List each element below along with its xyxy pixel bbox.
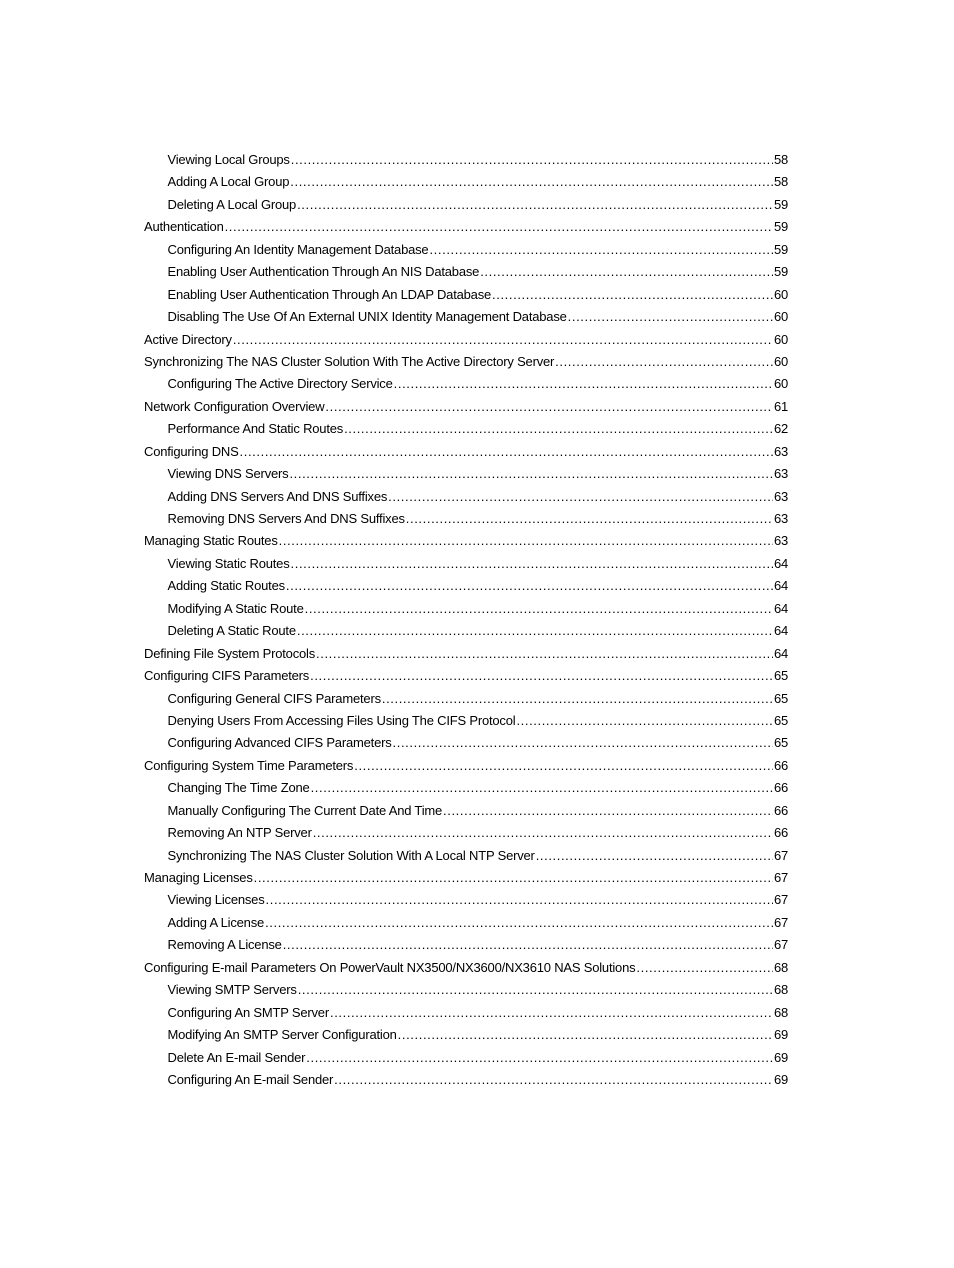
toc-dot-leader: [568, 306, 773, 328]
toc-entry-title: Adding A License: [167, 914, 265, 930]
toc-entry-title: Configuring An Identity Management Database: [167, 241, 429, 257]
toc-entry-title: Deleting A Static Route: [167, 623, 296, 639]
toc-entry[interactable]: [144, 755, 788, 777]
toc-entry-page-number: 65: [773, 735, 788, 751]
toc-entry[interactable]: [144, 261, 788, 283]
toc-entry-page-number: 59: [773, 241, 788, 257]
toc-entry[interactable]: [144, 373, 788, 395]
toc-entry-page-number: 60: [773, 309, 788, 325]
toc-entry[interactable]: [144, 957, 788, 979]
toc-entry-page-number: 65: [773, 668, 788, 684]
toc-entry-page-number: 66: [773, 757, 788, 773]
toc-entry-title: Adding Static Routes: [167, 578, 285, 594]
toc-entry-title: Configuring General CIFS Parameters: [167, 690, 381, 706]
toc-entry[interactable]: [144, 351, 788, 373]
toc-entry-page-number: 68: [773, 982, 788, 998]
toc-dot-leader: [555, 351, 773, 373]
toc-entry[interactable]: [144, 418, 788, 440]
toc-entry-page-number: 60: [773, 331, 788, 347]
toc-entry-title: Removing DNS Servers And DNS Suffixes: [167, 511, 405, 526]
toc-dot-leader: [298, 979, 773, 1001]
toc-entry[interactable]: [144, 598, 788, 620]
toc-entry[interactable]: [144, 1047, 788, 1069]
toc-entry[interactable]: [144, 553, 788, 575]
toc-dot-leader: [480, 261, 773, 283]
toc-dot-leader: [393, 732, 773, 754]
toc-entry-page-number: 64: [773, 555, 788, 571]
toc-dot-leader: [330, 1002, 773, 1024]
toc-entry-page-number: 67: [773, 870, 788, 885]
toc-dot-leader: [516, 710, 772, 732]
toc-entry[interactable]: [144, 732, 788, 754]
toc-entry-page-number: 60: [773, 353, 788, 369]
toc-entry[interactable]: [144, 912, 788, 934]
toc-entry-title: Deleting A Local Group: [167, 196, 297, 212]
toc-entry-page-number: 63: [773, 466, 788, 482]
toc-entry-page-number: 61: [773, 398, 788, 414]
toc-entry-title: Delete An E-mail Sender: [167, 1049, 306, 1065]
toc-dot-leader: [536, 845, 773, 867]
toc-entry-title: Viewing Static Routes: [167, 555, 290, 571]
toc-entry[interactable]: [144, 934, 788, 956]
toc-entry-title: Configuring DNS: [144, 443, 239, 459]
toc-entry-title: Configuring System Time Parameters: [144, 757, 354, 773]
toc-entry-title: Manually Configuring The Current Date And Time: [167, 802, 443, 818]
toc-entry[interactable]: [144, 1002, 788, 1024]
toc-entry-page-number: 67: [773, 892, 788, 908]
toc-dot-leader: [325, 396, 773, 418]
toc-entry[interactable]: [144, 822, 788, 844]
toc-entry[interactable]: [144, 777, 788, 799]
toc-dot-leader: [354, 755, 773, 777]
toc-dot-leader: [286, 575, 773, 597]
toc-dot-leader: [297, 194, 773, 216]
toc-dot-leader: [283, 934, 773, 956]
toc-dot-leader: [334, 1069, 773, 1091]
toc-entry-page-number: 58: [773, 152, 788, 167]
toc-entry-title: Configuring The Active Directory Service: [167, 376, 393, 392]
toc-entry-page-number: 64: [773, 600, 788, 616]
toc-dot-leader: [233, 329, 773, 351]
toc-dot-leader: [310, 665, 773, 687]
toc-entry-page-number: 67: [773, 937, 788, 953]
toc-dot-leader: [291, 553, 773, 575]
toc-entry[interactable]: [144, 396, 788, 418]
toc-entry[interactable]: [144, 216, 788, 238]
toc-dot-leader: [291, 149, 773, 171]
toc-entry[interactable]: [144, 867, 788, 889]
toc-entry-title: Active Directory: [144, 331, 232, 347]
toc-entry-page-number: 66: [773, 802, 788, 818]
toc-entry[interactable]: [144, 486, 788, 508]
toc-dot-leader: [313, 822, 773, 844]
toc-entry-title: Configuring E-mail Parameters On PowerVault NX3500/NX3600/NX3610 NAS Solutions: [144, 959, 636, 975]
toc-entry-page-number: 66: [773, 825, 788, 841]
toc-entry-page-number: 68: [773, 959, 788, 975]
toc-entry[interactable]: [144, 306, 788, 328]
toc-entry-title: Configuring An E-mail Sender: [167, 1071, 334, 1087]
toc-entry-title: Configuring CIFS Parameters: [144, 668, 310, 684]
toc-entry-page-number: 68: [773, 1004, 788, 1020]
toc-dot-leader: [344, 418, 773, 440]
toc-entry[interactable]: [144, 800, 788, 822]
toc-entry[interactable]: [144, 171, 788, 193]
toc-entry-page-number: 58: [773, 174, 788, 190]
toc-entry-page-number: 62: [773, 421, 788, 437]
toc-entry[interactable]: [144, 1024, 788, 1046]
toc-entry-page-number: 59: [773, 264, 788, 280]
toc-entry[interactable]: [144, 1069, 788, 1091]
toc-entry-title: Performance And Static Routes: [167, 421, 344, 437]
toc-entry-page-number: 65: [773, 712, 788, 728]
toc-entry[interactable]: [144, 329, 788, 351]
toc-dot-leader: [266, 889, 773, 911]
toc-entry-title: Changing The Time Zone: [167, 780, 310, 796]
toc-entry-title: Managing Static Routes: [144, 533, 278, 549]
toc-entry[interactable]: [144, 194, 788, 216]
toc-dot-leader: [316, 643, 773, 665]
toc-entry-page-number: 64: [773, 623, 788, 639]
toc-entry[interactable]: [144, 889, 788, 911]
toc-entry[interactable]: [144, 710, 788, 732]
toc-entry[interactable]: [144, 643, 788, 665]
toc-entry-title: Viewing Licenses: [167, 892, 265, 908]
toc-dot-leader: [306, 1047, 773, 1069]
toc-dot-leader: [225, 216, 773, 238]
toc-dot-leader: [406, 508, 773, 530]
toc-dot-leader: [429, 239, 772, 261]
toc-entry-page-number: 67: [773, 847, 788, 863]
toc-dot-leader: [265, 912, 773, 934]
toc-dot-leader: [289, 463, 772, 485]
toc-dot-leader: [388, 486, 773, 508]
toc-entry-title: Viewing SMTP Servers: [167, 982, 297, 998]
toc-entry-title: Authentication: [144, 219, 224, 235]
toc-entry[interactable]: [144, 575, 788, 597]
toc-entry-page-number: 59: [773, 219, 788, 235]
toc-dot-leader: [297, 620, 773, 642]
toc-dot-leader: [311, 777, 773, 799]
toc-dot-leader: [443, 800, 773, 822]
toc-entry-title: Removing An NTP Server: [167, 825, 312, 841]
toc-entry-title: Managing Licenses: [144, 870, 253, 885]
toc-dot-leader: [290, 171, 773, 193]
toc-entry[interactable]: [144, 620, 788, 642]
toc-entry[interactable]: [144, 665, 788, 687]
toc-entry-page-number: 63: [773, 443, 788, 459]
toc-entry-page-number: 60: [773, 376, 788, 392]
toc-entry-title: Viewing Local Groups: [167, 152, 290, 167]
toc-dot-leader: [398, 1024, 773, 1046]
toc-entry-title: Viewing DNS Servers: [167, 466, 289, 482]
toc-entry-title: Disabling The Use Of An External UNIX Identity Management Database: [167, 309, 567, 325]
toc-entry-title: Adding A Local Group: [167, 174, 290, 190]
toc-entry-title: Modifying An SMTP Server Configuration: [167, 1027, 397, 1043]
toc-entry[interactable]: [144, 463, 788, 485]
toc-entry-page-number: 69: [773, 1049, 788, 1065]
toc-entry-page-number: 65: [773, 690, 788, 706]
toc-entry-title: Enabling User Authentication Through An LDAP Database: [167, 286, 492, 302]
toc-entry-title: Removing A License: [167, 937, 282, 953]
toc-entry-page-number: 66: [773, 780, 788, 796]
toc-dot-leader: [240, 441, 773, 463]
toc-entry[interactable]: [144, 284, 788, 306]
toc-dot-leader: [279, 530, 773, 552]
toc-entry-title: Enabling User Authentication Through An NIS Database: [167, 264, 480, 280]
toc-dot-leader: [382, 688, 773, 710]
toc-entry[interactable]: [144, 441, 788, 463]
toc-entry[interactable]: [144, 530, 788, 552]
toc-dot-leader: [636, 957, 773, 979]
toc-entry-page-number: 64: [773, 578, 788, 594]
toc-dot-leader: [492, 284, 773, 306]
toc-entry[interactable]: [144, 845, 788, 867]
toc-entry-title: Synchronizing The NAS Cluster Solution With A Local NTP Server: [167, 847, 535, 863]
toc-entry-page-number: 69: [773, 1071, 788, 1087]
toc-entry-title: Defining File System Protocols: [144, 645, 316, 661]
toc-entry-title: Configuring Advanced CIFS Parameters: [167, 735, 392, 751]
toc-entry-page-number: 60: [773, 286, 788, 302]
toc-entry-title: Modifying A Static Route: [167, 600, 304, 616]
toc-entry-title: Adding DNS Servers And DNS Suffixes: [167, 488, 388, 504]
toc-dot-leader: [394, 373, 773, 395]
toc-entry-page-number: 63: [773, 488, 788, 504]
toc-entry-page-number: 64: [773, 645, 788, 661]
toc-entry-title: Denying Users From Accessing Files Using The CIFS Protocol: [167, 712, 516, 728]
toc-entry-page-number: 63: [773, 533, 788, 549]
toc-entry[interactable]: [144, 979, 788, 1001]
toc-entry-title: Network Configuration Overview: [144, 398, 325, 414]
toc-entry[interactable]: [144, 149, 788, 171]
toc-entry-page-number: 69: [773, 1027, 788, 1043]
toc-entry-title: Synchronizing The NAS Cluster Solution With The Active Directory Server: [144, 353, 555, 369]
toc-entry[interactable]: [144, 688, 788, 710]
toc-entry-title: Configuring An SMTP Server: [167, 1004, 329, 1020]
toc-entry-page-number: 67: [773, 914, 788, 930]
toc-entry[interactable]: [144, 239, 788, 261]
toc-entry-page-number: 59: [773, 196, 788, 212]
toc-dot-leader: [305, 598, 773, 620]
table-of-contents: [144, 149, 788, 1091]
toc-entry-page-number: 63: [773, 511, 788, 526]
toc-entry[interactable]: [144, 508, 788, 530]
toc-dot-leader: [254, 867, 773, 889]
